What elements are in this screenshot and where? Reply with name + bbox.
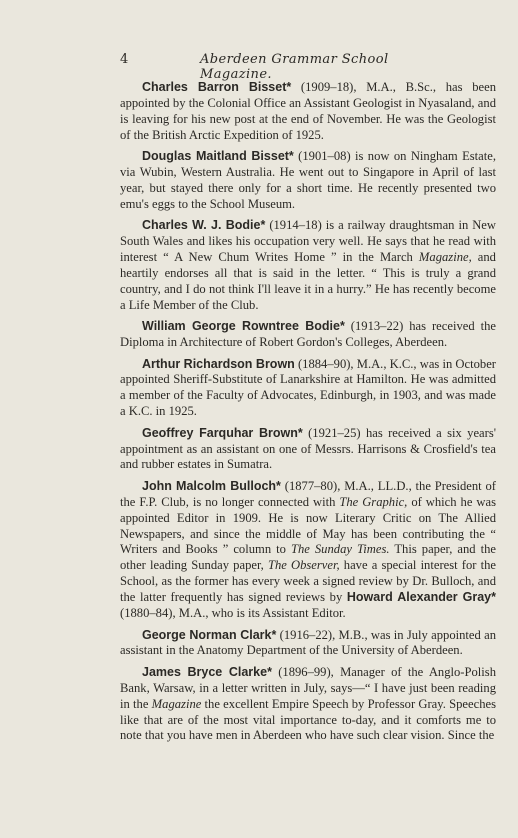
entry-name: George Norman Clark* xyxy=(142,627,277,642)
entry-james-clarke xyxy=(120,665,496,745)
entry-text: (1914–18) is a railway draughtsman in New South Wales and likes his occupation very well. He says that he read with interest “ A New Chum Writes Home ” in the March xyxy=(120,218,496,265)
entry-name: Arthur Richardson Brown xyxy=(142,356,295,371)
entry-text: This paper, and the other leading Sunday paper, xyxy=(120,542,497,573)
entry-name: Charles W. J. Bodie* xyxy=(142,218,266,233)
entry-douglas-maitland-bisset xyxy=(120,149,496,213)
entry-name: Howard Alexander Gray* xyxy=(346,590,496,605)
entry-text: (1884–90), M.A., K.C., was in October appointed Sheriff-Substitute of Lanarkshire at Hamilton. He was admitted a member of the Faculty of Advocates, Edinburgh, in 1903, and was made a K.C. in 1925. xyxy=(120,356,496,419)
entry-text: (1913–22) has received the Diploma in Architecture of Robert Gordon's Colleges, Aberdeen. xyxy=(120,319,496,350)
entry-text: (1880–84), M.A., who is its Assistant Editor. xyxy=(120,606,346,621)
entry-name: John Malcolm Bulloch* xyxy=(142,478,281,493)
entry-italic: Magazine xyxy=(151,696,202,711)
entry-george-clark xyxy=(120,628,496,660)
entry-arthur-brown xyxy=(120,357,496,421)
page-header xyxy=(120,52,408,82)
entry-text: (1896–99), Manager of the Anglo-Polish Bank, Warsaw, in a letter written in July, says—“ I have just been reading in the xyxy=(120,664,496,711)
entry-text: (1901–08) is now on Ningham Estate, via Wubin, Western Australia. He went out to Singapore in April of last year, but stayed there only for a short time. He recently presented two emu's eggs to the School Museum. xyxy=(120,149,496,211)
entry-name: James Bryce Clarke* xyxy=(142,664,272,679)
entry-italic: Magazine, xyxy=(418,250,472,265)
entry-text: (1877–80), M.A., LL.D., the President of the F.P. Club, is no longer connected with xyxy=(120,478,496,509)
entry-charles-bodie xyxy=(120,218,496,313)
entries-column xyxy=(120,80,496,750)
entry-italic: The Graphic, xyxy=(339,494,408,509)
entry-italic: The Observer, xyxy=(267,558,340,573)
entry-text: (1921–25) has received a six years' appointment as an assistant on one of Messrs. Harrisons & Crosfield's tea and rubber estates in Sumatra. xyxy=(120,425,496,472)
entry-text: of which he was appointed Editor in 1909. He is now Literary Critic on The Allied Newspapers, and since the middle of May has been contributing the “ Writers and Books ” column to xyxy=(120,494,496,557)
entry-name: William George Rowntree Bodie* xyxy=(142,319,345,334)
entry-william-bodie xyxy=(120,319,496,351)
page-number: 4 xyxy=(120,52,129,67)
entry-geoffrey-brown xyxy=(120,426,496,474)
entry-text: (1916–22), M.B., was in July appointed an assistant in the Anatomy Department of the University of Aberdeen. xyxy=(120,627,496,658)
entry-name: Douglas Maitland Bisset* xyxy=(142,149,294,164)
entry-name: Charles Barron Bisset* xyxy=(142,80,292,94)
entry-italic: The Sunday Times. xyxy=(290,542,390,557)
entry-text: have a special interest for the School, as the former has every week a signed review by Dr. Bulloch, and the latter frequently has signed reviews by xyxy=(120,558,497,605)
running-title: Aberdeen Grammar School Magazine. xyxy=(200,52,389,82)
entry-name: Geoffrey Farquhar Brown* xyxy=(142,425,303,440)
entry-charles-barron-bisset xyxy=(120,80,496,144)
entry-text: and heartily endorses all that is said in the letter. “ This is truly a grand country, and I do not think I'll leave it in a hurry.” He has recently become a Life Member of the Club. xyxy=(120,250,496,312)
entry-john-bulloch xyxy=(120,479,496,622)
entry-text: the excellent Empire Speech by Professor Gray. Speeches like that are of the most vital importance to-day, and it comforts me to note that you have men in Aberdeen who have such clear vision. Since the xyxy=(120,696,496,743)
entry-text: (1909–18), M.A., B.Sc., has been appointed by the Colonial Office an Assistant Geologist in Nyasaland, and is leaving for his new post at the end of November. He was the Geologist of the British Arctic Expedition of 1925. xyxy=(120,80,496,142)
